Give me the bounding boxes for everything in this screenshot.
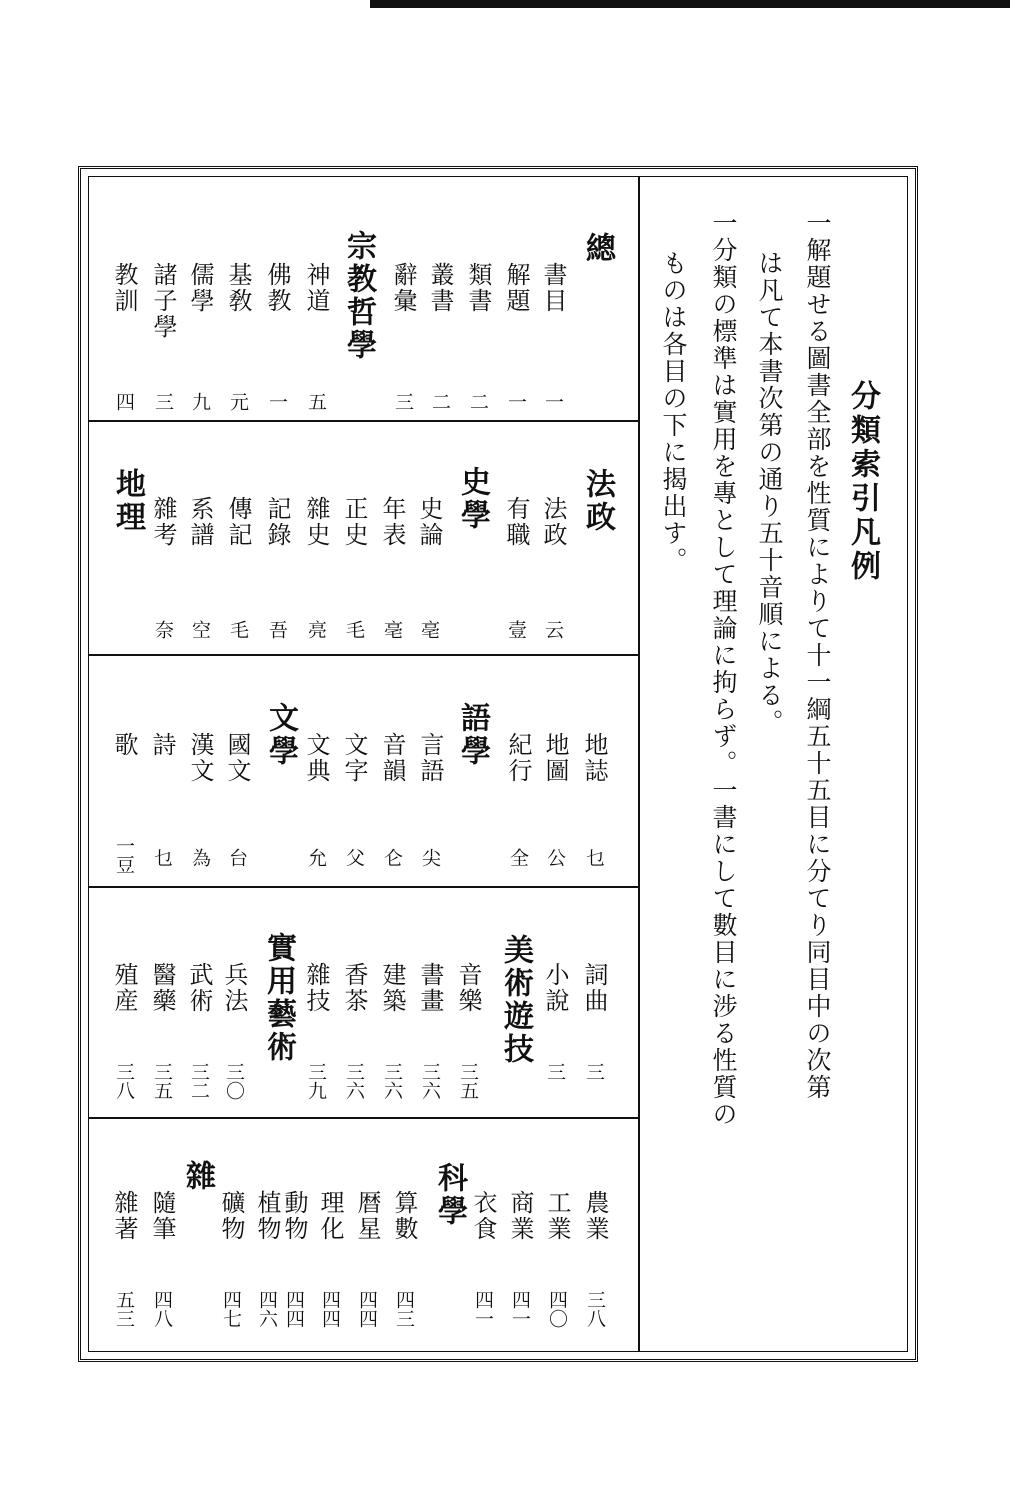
index-entry: 工業: [543, 1190, 571, 1242]
index-entry: 正史: [340, 496, 368, 548]
page-number: 三六: [381, 1062, 403, 1100]
preface-paragraph: ものは各目の下に揭出す。: [659, 250, 688, 574]
page-number: 尖: [419, 848, 441, 867]
page-number: 二: [429, 392, 451, 411]
top-rule: [370, 0, 1010, 8]
page-number: 為: [189, 848, 211, 867]
index-entry: 衣食: [469, 1190, 497, 1242]
page-number: 一豆: [113, 836, 135, 874]
category-heading: 法政: [580, 468, 615, 534]
page-number: 三: [544, 1062, 566, 1081]
page-number: 父: [343, 848, 365, 867]
page-number: 允: [305, 848, 327, 867]
index-entry: 雜著: [110, 1190, 138, 1242]
category-heading: 實用藝術: [261, 932, 296, 1064]
page-number: 元: [227, 392, 249, 411]
page-number: 壹: [505, 620, 527, 639]
index-entry: 記錄: [263, 496, 291, 548]
index-entry: 神道: [302, 262, 330, 314]
preface-paragraph: 一分類の標準は實用を專として理論に拘らず。一書にして數目に涉る性質の: [709, 210, 738, 1128]
page-number: 亳: [381, 620, 403, 639]
index-entry: 香茶: [340, 962, 368, 1014]
page-number: 四六: [256, 1290, 278, 1328]
index-entry: 儒學: [186, 262, 214, 314]
preface-paragraph: は凡て本書次第の通り五十音順による。: [755, 250, 784, 736]
index-entry: 詩: [148, 732, 176, 758]
category-heading: 語學: [455, 702, 490, 768]
index-entry: 殖産: [110, 962, 138, 1014]
index-entry: 音樂: [454, 962, 482, 1014]
page-number: 四七: [220, 1290, 242, 1328]
page-number: 三八: [584, 1290, 606, 1328]
page-number: 三五: [151, 1062, 173, 1100]
category-heading: 美術遊技: [498, 934, 533, 1066]
index-entry: 算數: [390, 1190, 418, 1242]
page-number: 三九: [305, 1062, 327, 1100]
page-number: 四四: [283, 1290, 305, 1328]
page-number: 四一: [472, 1290, 494, 1328]
index-entry: 系譜: [186, 496, 214, 548]
index-entry: 教訓: [110, 262, 138, 314]
page-number: 亮: [305, 620, 327, 639]
page-number: 四〇: [546, 1290, 568, 1328]
index-entry: 類書: [464, 262, 492, 314]
index-entry: 武術: [185, 962, 213, 1014]
page-number: 四一: [509, 1290, 531, 1328]
index-entry: 雜史: [302, 496, 330, 548]
category-heading: 科學: [432, 1162, 467, 1228]
page-number: 奈: [152, 620, 174, 639]
index-entry: 醫藥: [148, 962, 176, 1014]
page-number: 云: [542, 620, 564, 639]
page-number: 仑: [381, 848, 403, 867]
index-entry: 有職: [502, 496, 530, 548]
page-number: 全: [507, 848, 529, 867]
index-entry: 國文: [223, 732, 251, 784]
preface-title: 分類索引凡例: [845, 380, 880, 584]
index-entry: 基敎: [224, 262, 252, 314]
index-entry: 地圖: [541, 732, 569, 784]
index-entry: 紀行: [504, 732, 532, 784]
page-number: 四四: [356, 1290, 378, 1328]
page-number: 四: [113, 392, 135, 411]
index-entry: 文典: [302, 732, 330, 784]
index-entry: 書目: [539, 262, 567, 314]
page-number: 三六: [343, 1062, 365, 1100]
page-number: 乜: [151, 848, 173, 867]
index-entry: 植物: [253, 1190, 281, 1242]
index-entry: 詞曲: [580, 962, 608, 1014]
index-entry: 諸子學: [149, 262, 177, 340]
index-entry: 隨筆: [148, 1190, 176, 1242]
page-number: 一: [505, 392, 527, 411]
index-entry: 雜考: [149, 496, 177, 548]
page-number: 三: [392, 392, 414, 411]
page-number: 四四: [319, 1290, 341, 1328]
index-entry: 言語: [416, 732, 444, 784]
category-heading: 地理: [110, 468, 145, 534]
index-entry: 礦物: [217, 1190, 245, 1242]
page-number: 三: [583, 1062, 605, 1081]
page-number: 三五: [457, 1062, 479, 1100]
index-entry: 年表: [378, 496, 406, 548]
page-number: 三二: [188, 1062, 210, 1100]
index-entry: 文字: [340, 732, 368, 784]
category-heading: 宗教哲學: [341, 230, 376, 362]
section-divider: [88, 886, 638, 888]
index-entry: 兵法: [220, 962, 248, 1014]
index-entry: 雜技: [302, 962, 330, 1014]
index-entry: 辭彙: [389, 262, 417, 314]
page-number: 五三: [113, 1290, 135, 1328]
index-entry: 農業: [581, 1190, 609, 1242]
page-number: 吾: [266, 620, 288, 639]
index-entry: 歌: [110, 732, 138, 758]
index-entry: 佛教: [263, 262, 291, 314]
page-number: 九: [189, 392, 211, 411]
index-entry: 地誌: [580, 732, 608, 784]
index-entry: 建築: [378, 962, 406, 1014]
page-number: 空: [189, 620, 211, 639]
index-entry: 理化: [316, 1190, 344, 1242]
index-entry: 叢書: [426, 262, 454, 314]
page-number: 公: [544, 848, 566, 867]
index-entry: 動物: [280, 1190, 308, 1242]
page-number: 五: [305, 392, 327, 411]
page-number: 台: [226, 848, 248, 867]
page-number: 四八: [151, 1290, 173, 1328]
index-entry: 書畫: [416, 962, 444, 1014]
page-number: 乜: [583, 848, 605, 867]
page-number: 二: [467, 392, 489, 411]
index-entry: 音韻: [378, 732, 406, 784]
page-number: 三: [152, 392, 174, 411]
category-heading: 文學: [263, 702, 298, 768]
category-heading: 總: [580, 232, 615, 265]
index-entry: 小說: [541, 962, 569, 1014]
index-entry: 漢文: [186, 732, 214, 784]
page-number: 三六: [419, 1062, 441, 1100]
page-number: 亳: [418, 620, 440, 639]
page-number: 三八: [113, 1062, 135, 1100]
section-divider: [88, 420, 638, 422]
page-number: 毛: [343, 620, 365, 639]
page-number: 三〇: [223, 1062, 245, 1100]
category-heading: 雜: [180, 1160, 215, 1193]
section-divider: [88, 1117, 638, 1119]
index-entry: 史論: [415, 496, 443, 548]
page-number: 一: [266, 392, 288, 411]
index-entry: 暦星: [353, 1190, 381, 1242]
page-number: 毛: [227, 620, 249, 639]
column-divider: [638, 176, 640, 1352]
category-heading: 史學: [455, 466, 490, 532]
preface-paragraph: 一解題せる圖書全部を性質によりて十一綱五十五目に分てり同目中の次第: [803, 210, 832, 1101]
index-entry: 解題: [502, 262, 530, 314]
index-entry: 法政: [539, 496, 567, 548]
index-entry: 傳記: [224, 496, 252, 548]
section-divider: [88, 654, 638, 656]
page-number: 一: [542, 392, 564, 411]
index-entry: 商業: [506, 1190, 534, 1242]
page-number: 四三: [393, 1290, 415, 1328]
